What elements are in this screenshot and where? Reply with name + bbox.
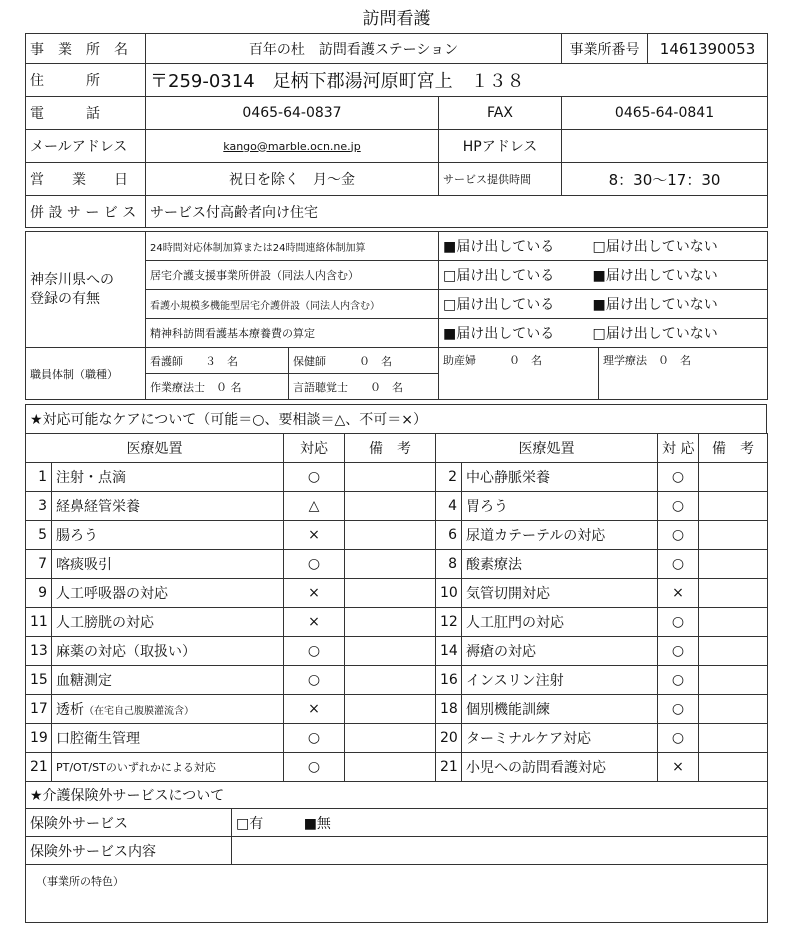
care-note-right [699, 724, 768, 753]
care-number-left: 11 [26, 608, 52, 637]
care-note-right [699, 695, 768, 724]
care-note-right [699, 492, 768, 521]
care-procedure-left: 喀痰吸引 [52, 550, 284, 579]
care-note-left [345, 521, 436, 550]
row-phone [26, 97, 768, 130]
registration-option-no[interactable]: ■届け出していない [589, 290, 768, 319]
care-note-left [345, 550, 436, 579]
care-procedure-right: 気管切開対応 [462, 579, 658, 608]
outside-service-label: 保険外サービス [26, 809, 232, 837]
care-response-left: × [284, 608, 345, 637]
care-procedure-right: 酸素療法 [462, 550, 658, 579]
registration-option-yes[interactable]: □届け出している [439, 261, 589, 290]
care-procedure-left: 腸ろう [52, 521, 284, 550]
features-row [26, 865, 768, 923]
care-response-right: ○ [658, 521, 699, 550]
annex-service: サービス付高齢者向け住宅 [146, 196, 768, 228]
care-response-right: ○ [658, 608, 699, 637]
outside-content-value [232, 837, 768, 865]
care-number-left: 13 [26, 637, 52, 666]
care-procedure-subtext: （在宅自己腹膜灌流含） [84, 706, 194, 717]
address: 〒259-0314 足柄下郡湯河原町宮上 １３８ [146, 64, 768, 97]
registration-option-yes[interactable]: ■届け出している [439, 319, 589, 348]
care-row [26, 521, 768, 550]
care-note-left [345, 492, 436, 521]
care-row [26, 666, 768, 695]
care-row [26, 695, 768, 724]
care-row [26, 724, 768, 753]
care-response-left: △ [284, 492, 345, 521]
email-label: メールアドレス [26, 130, 146, 163]
care-note-right [699, 753, 768, 782]
annex-label: 併 設 サ ー ビ ス [26, 196, 146, 228]
care-note-left [345, 724, 436, 753]
care-number-left: 21 [26, 753, 52, 782]
staff-row [26, 348, 768, 374]
care-response-right: ○ [658, 666, 699, 695]
care-row [26, 637, 768, 666]
staff-ot: 作業療法士 ０ 名 [146, 374, 289, 400]
office-number: 1461390053 [648, 34, 768, 64]
care-note-left [345, 608, 436, 637]
phone-label: 電 話 [26, 97, 146, 130]
email-link[interactable]: kango@marble.ocn.ne.jp [146, 130, 439, 163]
care-response-right: ○ [658, 695, 699, 724]
registration-item: 看護小規模多機能型居宅介護併設（同法人内含む） [146, 290, 439, 319]
care-note-left [345, 753, 436, 782]
care-procedure-right: 小児への訪問看護対応 [462, 753, 658, 782]
staff-table [25, 347, 768, 400]
care-procedure-right: 個別機能訓練 [462, 695, 658, 724]
care-row [26, 579, 768, 608]
row-address [26, 64, 768, 97]
registration-option-yes[interactable]: ■届け出している [439, 232, 589, 261]
row-email [26, 130, 768, 163]
row-office-name [26, 34, 768, 64]
care-procedure-left: 注射・点滴 [52, 463, 284, 492]
care-note-right [699, 579, 768, 608]
features-label: （事業所の特色） [26, 865, 768, 923]
care-procedure-left: 口腔衛生管理 [52, 724, 284, 753]
staff-nurse: 看護師 ３ 名 [146, 348, 289, 374]
care-procedure-right: 尿道カテーテルの対応 [462, 521, 658, 550]
care-procedure-right: ターミナルケア対応 [462, 724, 658, 753]
service-hours: 8：30〜17：30 [562, 163, 768, 196]
care-number-right: 21 [436, 753, 462, 782]
care-number-right: 2 [436, 463, 462, 492]
care-note-left [345, 695, 436, 724]
hours-label: サービス提供時間 [439, 163, 562, 196]
care-header-row [26, 434, 768, 463]
registration-option-yes[interactable]: □届け出している [439, 290, 589, 319]
care-procedure-left: 経鼻経管栄養 [52, 492, 284, 521]
care-number-right: 8 [436, 550, 462, 579]
care-procedure-text: 透析 [56, 702, 84, 718]
care-response-right: ○ [658, 724, 699, 753]
note-header-right: 備 考 [699, 434, 768, 463]
page-title: 訪問看護 [362, 9, 431, 29]
note-header-left: 備 考 [345, 434, 436, 463]
office-name: 百年の杜 訪問看護ステーション [146, 34, 562, 64]
care-procedure-right: インスリン注射 [462, 666, 658, 695]
outside-service-row [26, 809, 768, 837]
care-procedure-left [52, 695, 284, 724]
care-number-right: 12 [436, 608, 462, 637]
care-number-left: 19 [26, 724, 52, 753]
care-number-left: 3 [26, 492, 52, 521]
row-annex [26, 196, 768, 228]
outside-service-table [25, 781, 768, 923]
care-response-right: ○ [658, 492, 699, 521]
care-procedure-right: 中心静脈栄養 [462, 463, 658, 492]
fax-label: FAX [439, 97, 562, 130]
care-response-left: ○ [284, 753, 345, 782]
hp-value [562, 130, 768, 163]
care-row [26, 492, 768, 521]
registration-option-no[interactable]: □届け出していない [589, 319, 768, 348]
office-name-label: 事 業 所 名 [26, 34, 146, 64]
office-number-label: 事業所番号 [562, 34, 648, 64]
care-procedure-right: 褥瘡の対応 [462, 637, 658, 666]
care-procedure-right: 胃ろう [462, 492, 658, 521]
care-number-left: 7 [26, 550, 52, 579]
address-label: 住 所 [26, 64, 146, 97]
care-number-right: 20 [436, 724, 462, 753]
registration-item: 精神科訪問看護基本療養費の算定 [146, 319, 439, 348]
registration-row [26, 232, 768, 261]
care-note-left [345, 666, 436, 695]
staff-midwife: 助産婦 ０ 名 [439, 348, 599, 400]
care-note-right [699, 463, 768, 492]
care-response-right: ○ [658, 637, 699, 666]
row-business-days [26, 163, 768, 196]
care-response-right: ○ [658, 463, 699, 492]
care-note-right [699, 521, 768, 550]
care-response-left: × [284, 521, 345, 550]
care-row [26, 550, 768, 579]
proc-header-left: 医療処置 [26, 434, 284, 463]
outside-content-label: 保険外サービス内容 [26, 837, 232, 865]
days-label: 営 業 日 [26, 163, 146, 196]
care-note-right [699, 608, 768, 637]
care-response-left: ○ [284, 666, 345, 695]
staff-pt: 理学療法 ０ 名 [599, 348, 768, 400]
care-response-right: × [658, 579, 699, 608]
care-number-left: 9 [26, 579, 52, 608]
care-response-left: ○ [284, 724, 345, 753]
outside-heading: ★介護保険外サービスについて [26, 782, 768, 809]
care-response-left: ○ [284, 550, 345, 579]
staff-label: 職員体制（職種） [26, 348, 146, 400]
care-procedure-left: 人工呼吸器の対応 [52, 579, 284, 608]
care-note-right [699, 637, 768, 666]
care-response-left: ○ [284, 637, 345, 666]
care-response-right: ○ [658, 550, 699, 579]
care-number-right: 6 [436, 521, 462, 550]
care-number-right: 14 [436, 637, 462, 666]
care-heading-table [25, 404, 767, 434]
care-row [26, 608, 768, 637]
outside-option-yes[interactable]: □有 [236, 815, 264, 832]
registration-item: 居宅介護支援事業所併設（同法人内含む） [146, 261, 439, 290]
care-procedure-left: PT/OT/STのいずれかによる対応 [52, 753, 284, 782]
resp-header-right: 対 応 [658, 434, 699, 463]
care-number-right: 18 [436, 695, 462, 724]
registration-label: 神奈川県への 登録の有無 [26, 232, 146, 348]
care-note-right [699, 666, 768, 695]
care-response-left: × [284, 695, 345, 724]
care-number-left: 1 [26, 463, 52, 492]
care-number-right: 10 [436, 579, 462, 608]
phone: 0465-64-0837 [146, 97, 439, 130]
care-note-right [699, 550, 768, 579]
care-procedure-right: 人工肛門の対応 [462, 608, 658, 637]
care-number-right: 4 [436, 492, 462, 521]
care-response-right: × [658, 753, 699, 782]
care-number-left: 5 [26, 521, 52, 550]
outside-option-no[interactable]: ■無 [303, 815, 331, 832]
care-response-left: × [284, 579, 345, 608]
care-response-left: ○ [284, 463, 345, 492]
registration-table [25, 231, 768, 348]
registration-item: 24時間対応体制加算または24時間連絡体制加算 [146, 232, 439, 261]
care-procedure-left: 人工膀胱の対応 [52, 608, 284, 637]
care-note-left [345, 463, 436, 492]
resp-header-left: 対応 [284, 434, 345, 463]
staff-st: 言語聴覚士 ０ 名 [289, 374, 439, 400]
care-table [25, 433, 768, 782]
care-procedure-left: 麻薬の対応（取扱い） [52, 637, 284, 666]
care-note-left [345, 579, 436, 608]
care-number-left: 17 [26, 695, 52, 724]
care-number-right: 16 [436, 666, 462, 695]
registration-option-no[interactable]: □届け出していない [589, 232, 768, 261]
care-note-left [345, 637, 436, 666]
care-procedure-left: 血糖測定 [52, 666, 284, 695]
fax: 0465-64-0841 [562, 97, 768, 130]
outside-content-row [26, 837, 768, 865]
care-row [26, 463, 768, 492]
business-days: 祝日を除く 月〜金 [146, 163, 439, 196]
proc-header-right: 医療処置 [436, 434, 658, 463]
office-info-table [25, 33, 768, 228]
care-heading: ★対応可能なケアについて（可能＝○、要相談＝△、不可＝×） [26, 405, 767, 434]
care-row [26, 753, 768, 782]
hp-label: HPアドレス [439, 130, 562, 163]
registration-option-no[interactable]: ■届け出していない [589, 261, 768, 290]
staff-phn: 保健師 ０ 名 [289, 348, 439, 374]
care-number-left: 15 [26, 666, 52, 695]
